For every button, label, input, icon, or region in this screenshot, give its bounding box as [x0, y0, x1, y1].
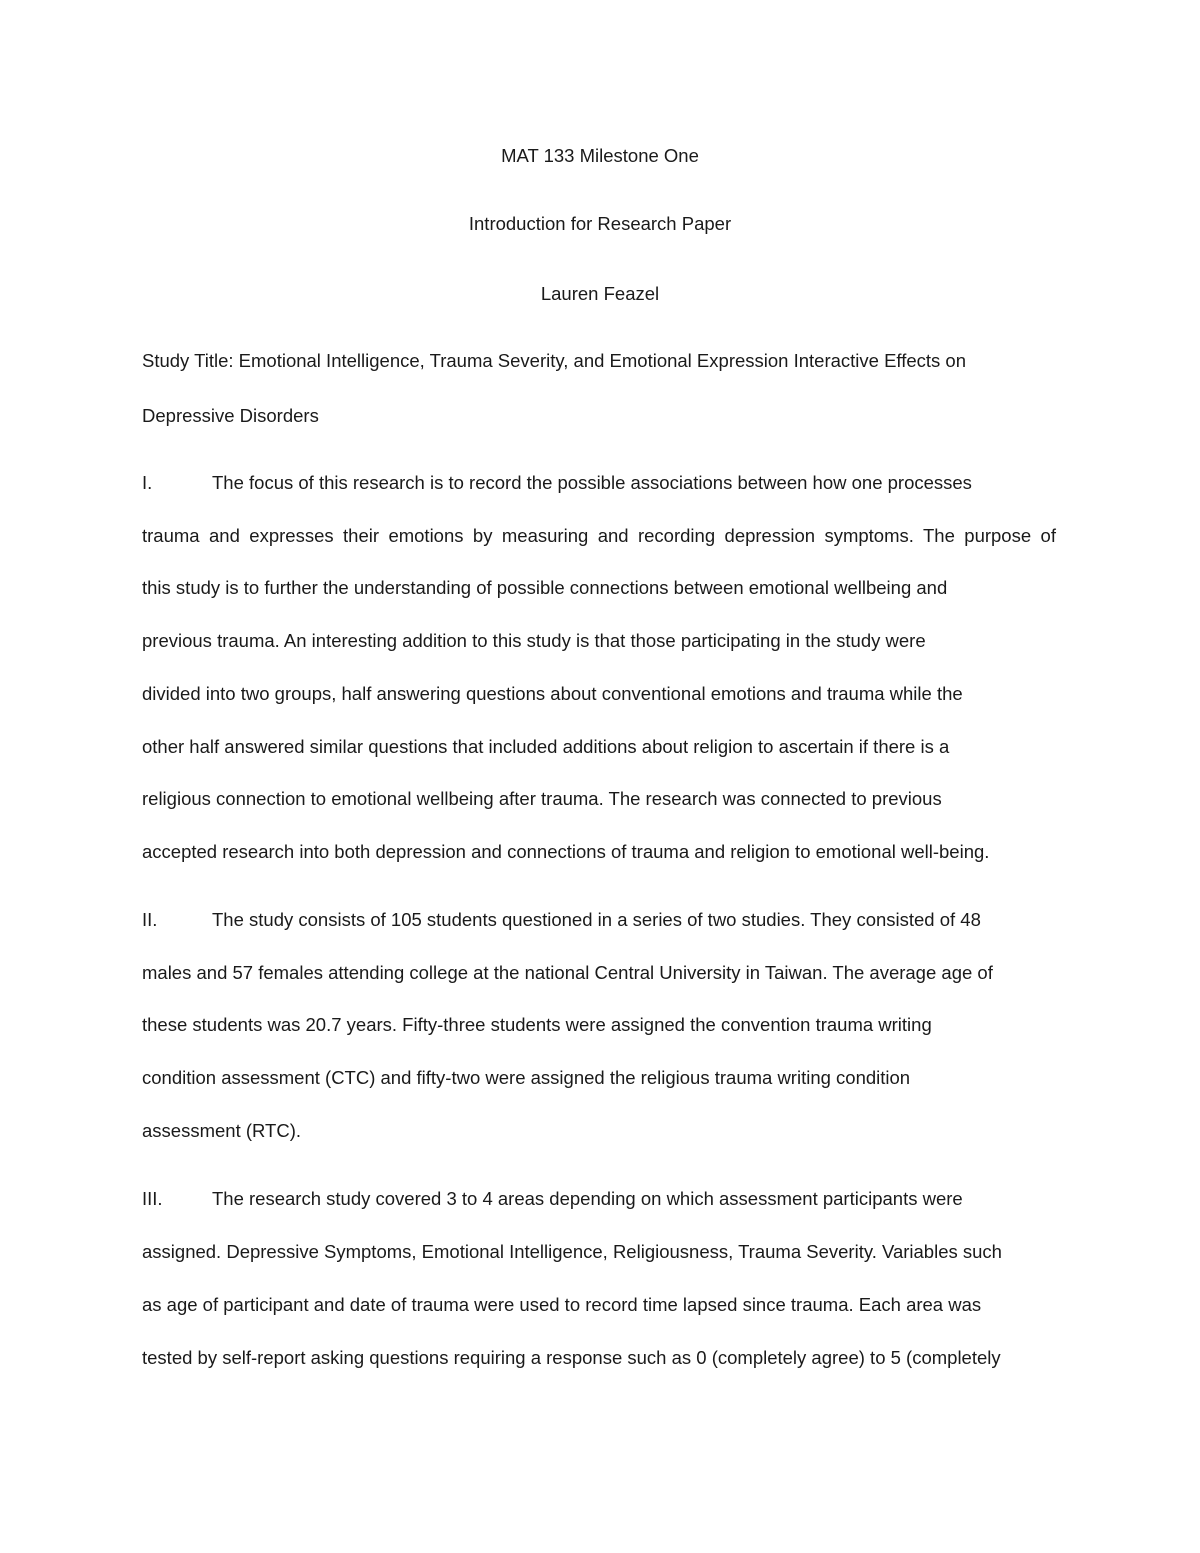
- section-numeral: I.: [142, 472, 153, 493]
- section-numeral: III.: [142, 1188, 163, 1209]
- paragraph-line: The research study covered 3 to 4 areas depending on which assessment participants were: [212, 1188, 963, 1209]
- section-numeral: II.: [142, 909, 158, 930]
- paragraph-line: other half answered similar questions that included additions about religion to ascertain if there is a: [142, 736, 950, 757]
- paragraph-line: these students was 20.7 years. Fifty-three students were assigned the convention trauma writing: [142, 1014, 932, 1035]
- paragraph-line: trauma and expresses their emotions by measuring and recording depression symptoms. The purpose of: [142, 525, 1056, 546]
- course-title: MAT 133 Milestone One: [501, 145, 699, 166]
- paragraph-line: assessment (RTC).: [142, 1120, 301, 1141]
- paragraph-line: previous trauma. An interesting addition to this study is that those participating in the study were: [142, 630, 926, 651]
- study-title-line: Depressive Disorders: [142, 405, 319, 426]
- study-title-line: Study Title: Emotional Intelligence, Trauma Severity, and Emotional Expression Interactive Effects on: [142, 350, 967, 371]
- paragraph-line: divided into two groups, half answering questions about conventional emotions and trauma while the: [142, 683, 963, 704]
- paragraph-line: this study is to further the understanding of possible connections between emotional wellbeing and: [142, 577, 948, 598]
- paragraph-line: as age of participant and date of trauma were used to record time lapsed since trauma. Each area was: [142, 1294, 982, 1315]
- paragraph-line: accepted research into both depression and connections of trauma and religion to emotional well-being.: [142, 841, 990, 862]
- paper-subtitle: Introduction for Research Paper: [468, 213, 732, 234]
- paragraph-line: The study consists of 105 students questioned in a series of two studies. They consisted of 48: [212, 909, 981, 930]
- paragraph-line: condition assessment (CTC) and fifty-two were assigned the religious trauma writing condition: [142, 1067, 911, 1088]
- paragraph-line: tested by self-report asking questions requiring a response such as 0 (completely agree) to 5 (completely: [142, 1347, 1001, 1368]
- paragraph-line: The focus of this research is to record the possible associations between how one processes: [212, 472, 972, 493]
- author-name: Lauren Feazel: [540, 283, 660, 304]
- paragraph-line: religious connection to emotional wellbeing after trauma. The research was connected to previous: [142, 788, 942, 809]
- paragraph-line: assigned. Depressive Symptoms, Emotional Intelligence, Religiousness, Trauma Severity. Variables such: [142, 1241, 1002, 1262]
- paragraph-line: males and 57 females attending college at the national Central University in Taiwan. The average age of: [142, 962, 993, 983]
